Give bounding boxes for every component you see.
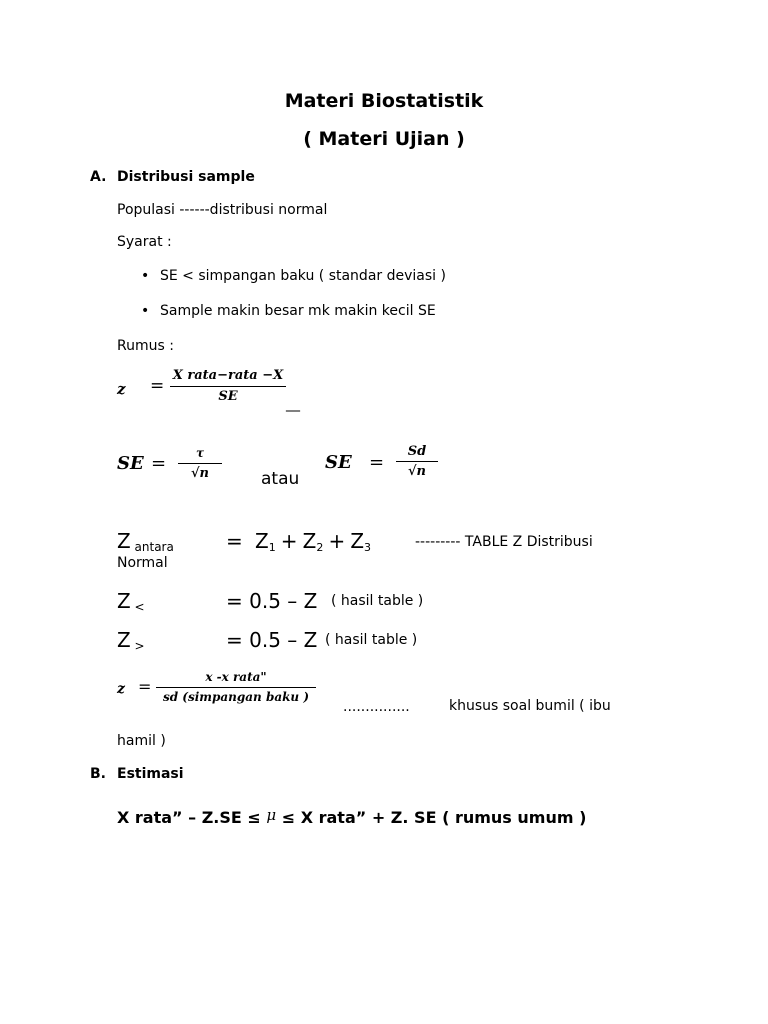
fraction-bar [396,461,438,462]
z-formula-lhs: z [117,380,126,398]
plus-sign: + [280,529,298,553]
rumus-label: Rumus : [117,338,174,354]
z-formula-trail: __ [286,396,300,412]
z-bumil-denominator: sd (simpangan baku ) [162,690,310,704]
z-antara-lhs [117,529,174,554]
z-formula-denominator: SE [218,389,238,404]
z-formula-eq: = [150,376,165,396]
z-antara-z: Z [117,529,131,553]
z-bumil-fraction [156,670,316,704]
syarat-item: • SE < simpangan baku ( standar deviasi ) [160,268,446,303]
z-greater-expr: = 0.5 – Z [226,628,318,652]
section-a-heading: Distribusi sample [117,169,255,185]
se2-fraction [396,444,438,479]
se1-fraction [178,446,222,481]
z-bumil-dots: ............... [343,699,410,715]
z-term: Z [302,529,317,553]
z-antara-note: --------- TABLE Z Distribusi [415,534,593,550]
estimasi-formula-right: ≤ X rata” + Z. SE ( rumus umum ) [281,808,587,827]
z-antara-expr [255,529,371,554]
z-term-sub: 3 [364,541,372,554]
populasi-text: Populasi ------distribusi normal [117,202,328,218]
z-term: Z [350,529,365,553]
z-bumil-note-cont: hamil ) [117,733,166,749]
z-bumil-lhs: z [117,681,125,697]
z-greater-lhs [117,628,145,653]
syarat-item: • Sample makin besar mk makin kecil SE [160,303,446,338]
se1-eq: = [151,453,167,474]
z-less-note: ( hasil table ) [331,593,424,609]
fraction-bar [170,386,286,387]
section-b-heading: Estimasi [117,766,184,782]
atau-text: atau [261,469,300,489]
se1-numerator: τ [195,446,205,460]
estimasi-formula-left: X rata” – Z.SE ≤ [117,808,261,827]
section-b-letter: B. [90,766,106,782]
estimasi-formula [117,806,586,827]
se1-denominator: √n [191,466,209,481]
se2-denominator: √n [408,464,426,479]
page-title: Materi Biostatistik [284,90,484,112]
z-antara-eq: = [226,529,243,553]
z-less-sub: < [134,600,145,614]
syarat-label: Syarat : [117,234,172,250]
z-bumil-numerator: x -x rata" [205,670,267,684]
z-term-sub: 2 [316,541,324,554]
z-antara-note-cont: Normal [117,555,168,571]
z-greater-z: Z [117,628,131,652]
z-less-expr: = 0.5 – Z [226,589,318,613]
z-bumil-eq: = [138,677,152,696]
syarat-list [160,268,446,338]
fraction-bar [178,463,222,464]
z-less-z: Z [117,589,131,613]
z-less-lhs [117,589,145,614]
z-formula-fraction [170,368,286,404]
se2-numerator: Sd [407,444,427,459]
plus-sign: + [328,529,346,553]
se1-lhs: SE [117,453,144,474]
mu-symbol: μ [266,806,277,824]
page-subtitle: ( Materi Ujian ) [303,128,465,150]
z-term-sub: 1 [268,541,276,554]
z-antara-sub: antara [134,540,174,554]
se2-lhs: SE [325,452,352,473]
z-formula-numerator: X rata−rata −X [172,368,284,383]
fraction-bar [156,687,316,688]
z-bumil-note: khusus soal bumil ( ibu [449,698,611,714]
section-a-letter: A. [90,169,107,185]
z-greater-sub: > [134,639,145,653]
se2-eq: = [369,452,385,473]
z-term: Z [255,529,269,553]
z-greater-note: ( hasil table ) [325,632,418,648]
